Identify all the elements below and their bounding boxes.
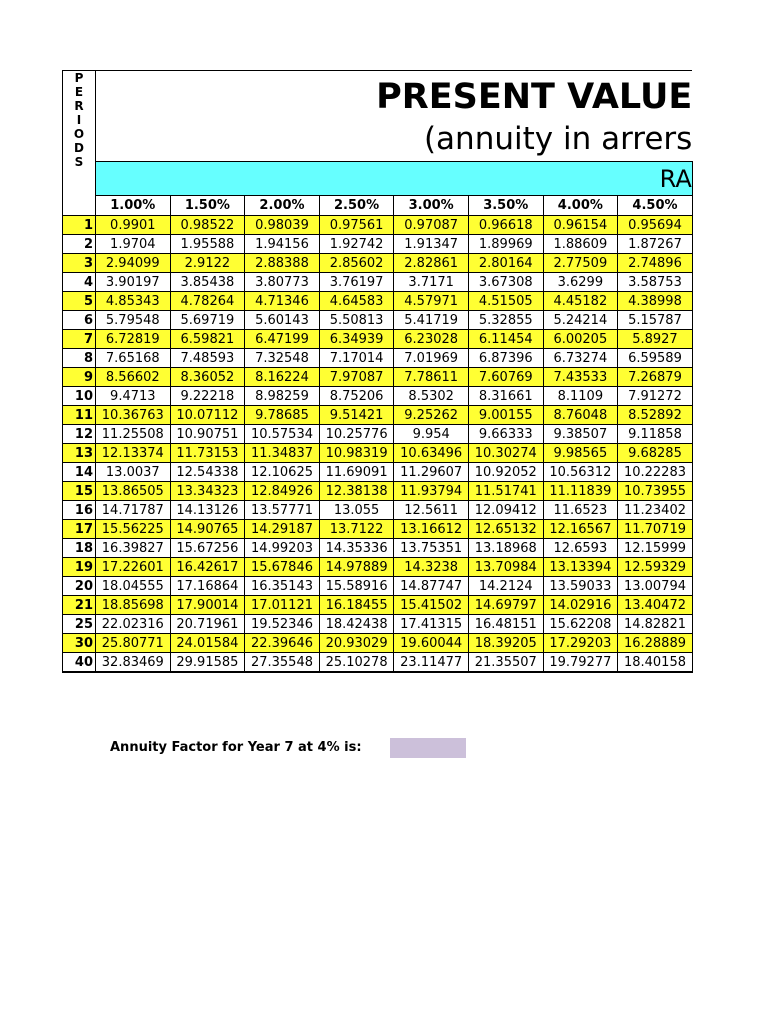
factor-cell[interactable]: 9.00155 [468,406,543,425]
table-row [63,235,693,254]
factor-cell[interactable]: 18.39205 [468,634,543,653]
rate-header-cell: 1.00% [96,196,171,216]
factor-cell[interactable]: 7.60769 [468,368,543,387]
factor-cell[interactable]: 9.38507 [543,425,618,444]
factor-cell[interactable]: 21.35507 [468,653,543,673]
factor-cell[interactable]: 6.87396 [468,349,543,368]
factor-cell[interactable]: 13.75351 [394,539,469,558]
rate-header-cell: 3.50% [468,196,543,216]
factor-cell[interactable]: 4.57971 [394,292,469,311]
factor-cell[interactable]: 17.16864 [170,577,245,596]
factor-cell[interactable]: 2.82861 [394,254,469,273]
factor-cell[interactable]: 11.6523 [543,501,618,520]
table-row [63,615,693,634]
factor-cell[interactable]: 15.41502 [394,596,469,615]
factor-cell[interactable]: 14.71787 [96,501,171,520]
factor-cell[interactable]: 12.09412 [468,501,543,520]
factor-cell[interactable]: 9.954 [394,425,469,444]
factor-cell[interactable]: 22.02316 [96,615,171,634]
factor-cell[interactable]: 8.36052 [170,368,245,387]
factor-cell[interactable]: 4.45182 [543,292,618,311]
factor-cell[interactable]: 5.60143 [245,311,320,330]
factor-cell[interactable]: 17.01121 [245,596,320,615]
factor-cell[interactable]: 11.11839 [543,482,618,501]
factor-cell[interactable]: 12.65132 [468,520,543,539]
period-cell[interactable]: 18 [63,539,96,558]
factor-cell[interactable]: 0.98522 [170,216,245,235]
periods-letter: E [74,85,84,99]
factor-cell[interactable]: 0.98039 [245,216,320,235]
table-row [63,501,693,520]
period-cell[interactable]: 17 [63,520,96,539]
factor-cell[interactable]: 8.5302 [394,387,469,406]
factor-cell[interactable]: 11.70719 [618,520,693,539]
factor-cell[interactable]: 12.13374 [96,444,171,463]
factor-cell[interactable]: 6.59821 [170,330,245,349]
rate-header-cell: 4.00% [543,196,618,216]
factor-cell[interactable]: 10.90751 [170,425,245,444]
factor-cell[interactable]: 5.69719 [170,311,245,330]
factor-cell[interactable]: 17.22601 [96,558,171,577]
factor-cell[interactable]: 14.2124 [468,577,543,596]
table-row [63,406,693,425]
factor-cell[interactable]: 2.80164 [468,254,543,273]
period-cell[interactable]: 1 [63,216,96,235]
factor-cell[interactable]: 19.79277 [543,653,618,673]
factor-cell[interactable]: 11.51741 [468,482,543,501]
factor-cell[interactable]: 4.71346 [245,292,320,311]
factor-cell[interactable]: 13.16612 [394,520,469,539]
factor-cell[interactable]: 5.15787 [618,311,693,330]
factor-cell[interactable]: 14.82821 [618,615,693,634]
factor-cell[interactable]: 20.71961 [170,615,245,634]
factor-cell[interactable]: 5.41719 [394,311,469,330]
factor-cell[interactable]: 5.8927 [618,330,693,349]
factor-cell[interactable]: 14.29187 [245,520,320,539]
factor-cell[interactable]: 12.16567 [543,520,618,539]
factor-cell[interactable]: 24.01584 [170,634,245,653]
period-cell[interactable]: 10 [63,387,96,406]
factor-cell[interactable]: 15.56225 [96,520,171,539]
factor-cell[interactable]: 4.38998 [618,292,693,311]
factor-cell[interactable]: 10.98319 [319,444,394,463]
periods-letter: O [73,127,85,141]
period-cell[interactable]: 12 [63,425,96,444]
factor-cell[interactable]: 2.77509 [543,254,618,273]
factor-cell[interactable]: 4.85343 [96,292,171,311]
table-row [63,349,693,368]
periods-letter: P [74,71,84,85]
factor-cell[interactable]: 0.97087 [394,216,469,235]
factor-cell[interactable]: 1.88609 [543,235,618,254]
factor-cell[interactable]: 10.36763 [96,406,171,425]
factor-cell[interactable]: 11.69091 [319,463,394,482]
factor-cell[interactable]: 6.73274 [543,349,618,368]
table-row [63,539,693,558]
period-cell[interactable]: 40 [63,653,96,673]
factor-cell[interactable]: 10.57534 [245,425,320,444]
periods-letter: R [74,99,84,113]
factor-cell[interactable]: 8.52892 [618,406,693,425]
period-cell[interactable]: 6 [63,311,96,330]
factor-cell[interactable]: 8.76048 [543,406,618,425]
factor-cell[interactable]: 0.9901 [96,216,171,235]
factor-cell[interactable]: 3.7171 [394,273,469,292]
factor-cell[interactable]: 12.5611 [394,501,469,520]
period-cell[interactable]: 2 [63,235,96,254]
factor-cell[interactable]: 4.51505 [468,292,543,311]
factor-cell[interactable]: 1.95588 [170,235,245,254]
factor-cell[interactable]: 12.15999 [618,539,693,558]
factor-cell[interactable]: 0.97561 [319,216,394,235]
period-cell[interactable]: 25 [63,615,96,634]
table-row [63,216,693,235]
factor-cell[interactable]: 8.75206 [319,387,394,406]
rate-header-cell: 2.00% [245,196,320,216]
period-cell[interactable]: 15 [63,482,96,501]
factor-cell[interactable]: 14.3238 [394,558,469,577]
factor-cell[interactable]: 13.40472 [618,596,693,615]
table-row [63,273,693,292]
factor-cell[interactable]: 11.25508 [96,425,171,444]
factor-cell[interactable]: 14.13126 [170,501,245,520]
table-row [63,596,693,615]
factor-cell[interactable]: 14.90765 [170,520,245,539]
period-cell[interactable]: 16 [63,501,96,520]
factor-cell[interactable]: 16.39827 [96,539,171,558]
factor-cell[interactable]: 18.04555 [96,577,171,596]
factor-cell[interactable]: 12.59329 [618,558,693,577]
factor-cell[interactable]: 3.76197 [319,273,394,292]
factor-cell[interactable]: 13.00794 [618,577,693,596]
factor-cell[interactable]: 9.66333 [468,425,543,444]
factor-cell[interactable]: 13.055 [319,501,394,520]
factor-cell[interactable]: 1.9704 [96,235,171,254]
period-cell[interactable]: 4 [63,273,96,292]
factor-cell[interactable]: 13.86505 [96,482,171,501]
periods-letter: S [74,155,84,169]
rate-header-cell: 2.50% [319,196,394,216]
table-row [63,330,693,349]
period-cell[interactable]: 13 [63,444,96,463]
factor-cell[interactable]: 2.88388 [245,254,320,273]
periods-header [63,71,96,196]
period-cell[interactable]: 7 [63,330,96,349]
factor-cell[interactable]: 3.85438 [170,273,245,292]
factor-cell[interactable]: 27.35548 [245,653,320,673]
factor-cell[interactable]: 9.11858 [618,425,693,444]
table-row [63,558,693,577]
factor-cell[interactable]: 11.34837 [245,444,320,463]
period-cell[interactable]: 30 [63,634,96,653]
factor-cell[interactable]: 19.52346 [245,615,320,634]
table-row [63,368,693,387]
factor-cell[interactable]: 14.97889 [319,558,394,577]
rate-header-cell: 4.50% [618,196,693,216]
factor-cell[interactable]: 1.87267 [618,235,693,254]
factor-cell[interactable]: 6.59589 [618,349,693,368]
factor-cell[interactable]: 5.50813 [319,311,394,330]
factor-cell[interactable]: 13.7122 [319,520,394,539]
present-value-table [62,70,693,673]
periods-letter: I [76,113,82,127]
factor-cell[interactable]: 9.25262 [394,406,469,425]
period-cell[interactable]: 21 [63,596,96,615]
factor-cell[interactable]: 23.11477 [394,653,469,673]
factor-cell[interactable]: 14.35336 [319,539,394,558]
factor-cell[interactable]: 5.79548 [96,311,171,330]
factor-cell[interactable]: 13.18968 [468,539,543,558]
table-row [63,577,693,596]
factor-cell[interactable]: 3.58753 [618,273,693,292]
factor-cell[interactable]: 10.92052 [468,463,543,482]
factor-cell[interactable]: 16.18455 [319,596,394,615]
factor-cell[interactable]: 7.26879 [618,368,693,387]
factor-cell[interactable]: 18.40158 [618,653,693,673]
factor-cell[interactable]: 13.0037 [96,463,171,482]
period-cell[interactable]: 9 [63,368,96,387]
factor-cell[interactable]: 10.73955 [618,482,693,501]
factor-cell[interactable]: 10.30274 [468,444,543,463]
factor-cell[interactable]: 15.67256 [170,539,245,558]
factor-cell[interactable]: 2.74896 [618,254,693,273]
factor-cell[interactable]: 17.41315 [394,615,469,634]
table-row [63,463,693,482]
factor-cell[interactable]: 9.4713 [96,387,171,406]
table-row [63,311,693,330]
factor-cell[interactable]: 25.80771 [96,634,171,653]
factor-cell[interactable]: 16.42617 [170,558,245,577]
factor-cell[interactable]: 12.6593 [543,539,618,558]
factor-cell[interactable]: 17.29203 [543,634,618,653]
factor-cell[interactable]: 7.91272 [618,387,693,406]
factor-cell[interactable]: 1.89969 [468,235,543,254]
factor-cell[interactable]: 15.67846 [245,558,320,577]
factor-cell[interactable]: 10.07112 [170,406,245,425]
period-cell[interactable]: 5 [63,292,96,311]
factor-cell[interactable]: 13.13394 [543,558,618,577]
factor-cell[interactable]: 4.64583 [319,292,394,311]
factor-cell[interactable]: 14.87747 [394,577,469,596]
factor-cell[interactable]: 0.95694 [618,216,693,235]
period-cell[interactable]: 11 [63,406,96,425]
factor-cell[interactable]: 22.39646 [245,634,320,653]
factor-cell[interactable]: 7.32548 [245,349,320,368]
annuity-factor-label: Annuity Factor for Year 7 at 4% is: [110,740,362,755]
factor-cell[interactable]: 11.73153 [170,444,245,463]
factor-cell[interactable]: 12.10625 [245,463,320,482]
factor-cell[interactable]: 13.57771 [245,501,320,520]
factor-cell[interactable]: 13.70984 [468,558,543,577]
factor-cell[interactable]: 17.90014 [170,596,245,615]
factor-cell[interactable]: 4.78264 [170,292,245,311]
factor-cell[interactable]: 3.90197 [96,273,171,292]
factor-cell[interactable]: 13.59033 [543,577,618,596]
period-cell[interactable]: 14 [63,463,96,482]
period-cell[interactable]: 19 [63,558,96,577]
factor-cell[interactable]: 8.98259 [245,387,320,406]
factor-cell[interactable]: 19.60044 [394,634,469,653]
factor-cell[interactable]: 14.69797 [468,596,543,615]
table-row [63,425,693,444]
factor-cell[interactable]: 2.94099 [96,254,171,273]
factor-cell[interactable]: 12.54338 [170,463,245,482]
factor-cell[interactable]: 10.25776 [319,425,394,444]
factor-cell[interactable]: 1.91347 [394,235,469,254]
factor-cell[interactable]: 16.48151 [468,615,543,634]
table-row [63,444,693,463]
factor-cell[interactable]: 16.28889 [618,634,693,653]
factor-cell[interactable]: 6.00205 [543,330,618,349]
factor-cell[interactable]: 16.35143 [245,577,320,596]
table-row [63,634,693,653]
annuity-answer-cell[interactable] [390,738,466,758]
rate-header-cell: 3.00% [394,196,469,216]
factor-cell[interactable]: 8.56602 [96,368,171,387]
factor-cell[interactable]: 0.96618 [468,216,543,235]
factor-cell[interactable]: 1.92742 [319,235,394,254]
table-row [63,387,693,406]
rate-header-cell: 1.50% [170,196,245,216]
factor-cell[interactable]: 11.93794 [394,482,469,501]
factor-cell[interactable]: 11.29607 [394,463,469,482]
period-cell[interactable]: 20 [63,577,96,596]
factor-cell[interactable]: 0.96154 [543,216,618,235]
table-row [63,254,693,273]
factor-cell[interactable]: 5.24214 [543,311,618,330]
factor-cell[interactable]: 15.58916 [319,577,394,596]
table-title: PRESENT VALUE [96,71,693,118]
factor-cell[interactable]: 6.34939 [319,330,394,349]
factor-cell[interactable]: 29.91585 [170,653,245,673]
period-cell[interactable]: 8 [63,349,96,368]
factor-cell[interactable]: 12.38138 [319,482,394,501]
factor-cell[interactable]: 8.31661 [468,387,543,406]
table-row [63,292,693,311]
factor-cell[interactable]: 18.85698 [96,596,171,615]
rate-banner: RA [96,162,693,196]
factor-cell[interactable]: 7.48593 [170,349,245,368]
factor-cell[interactable]: 9.22218 [170,387,245,406]
factor-cell[interactable]: 2.85602 [319,254,394,273]
factor-cell[interactable]: 5.32855 [468,311,543,330]
factor-cell[interactable]: 7.17014 [319,349,394,368]
factor-cell[interactable]: 1.94156 [245,235,320,254]
factor-cell[interactable]: 13.34323 [170,482,245,501]
period-cell[interactable]: 3 [63,254,96,273]
factor-cell[interactable]: 7.43533 [543,368,618,387]
table-row [63,520,693,539]
factor-cell[interactable]: 7.65168 [96,349,171,368]
factor-cell[interactable]: 9.68285 [618,444,693,463]
factor-cell[interactable]: 7.01969 [394,349,469,368]
table-subtitle: (annuity in arrers [423,121,693,157]
factor-cell[interactable]: 9.78685 [245,406,320,425]
factor-cell[interactable]: 14.02916 [543,596,618,615]
factor-cell[interactable]: 6.23028 [394,330,469,349]
factor-cell[interactable]: 9.51421 [319,406,394,425]
factor-cell[interactable]: 32.83469 [96,653,171,673]
factor-cell[interactable]: 10.22283 [618,463,693,482]
factor-cell[interactable]: 25.10278 [319,653,394,673]
factor-cell[interactable]: 18.42438 [319,615,394,634]
factor-cell[interactable]: 14.99203 [245,539,320,558]
factor-cell[interactable]: 10.56312 [543,463,618,482]
factor-cell[interactable]: 3.67308 [468,273,543,292]
factor-cell[interactable]: 10.63496 [394,444,469,463]
factor-cell[interactable]: 6.47199 [245,330,320,349]
factor-cell[interactable]: 12.84926 [245,482,320,501]
factor-cell[interactable]: 20.93029 [319,634,394,653]
factor-cell[interactable]: 3.80773 [245,273,320,292]
periods-letter: D [74,141,84,155]
factor-cell[interactable]: 6.72819 [96,330,171,349]
factor-cell[interactable]: 3.6299 [543,273,618,292]
factor-cell[interactable]: 7.78611 [394,368,469,387]
factor-cell[interactable]: 9.98565 [543,444,618,463]
rate-header-row [63,196,693,216]
factor-cell[interactable]: 8.1109 [543,387,618,406]
factor-cell[interactable]: 2.9122 [170,254,245,273]
factor-cell[interactable]: 6.11454 [468,330,543,349]
table-row [63,653,693,673]
factor-cell[interactable]: 15.62208 [543,615,618,634]
factor-cell[interactable]: 8.16224 [245,368,320,387]
periods-header-blank [63,196,96,216]
table-row [63,482,693,501]
factor-cell[interactable]: 11.23402 [618,501,693,520]
factor-cell[interactable]: 7.97087 [319,368,394,387]
